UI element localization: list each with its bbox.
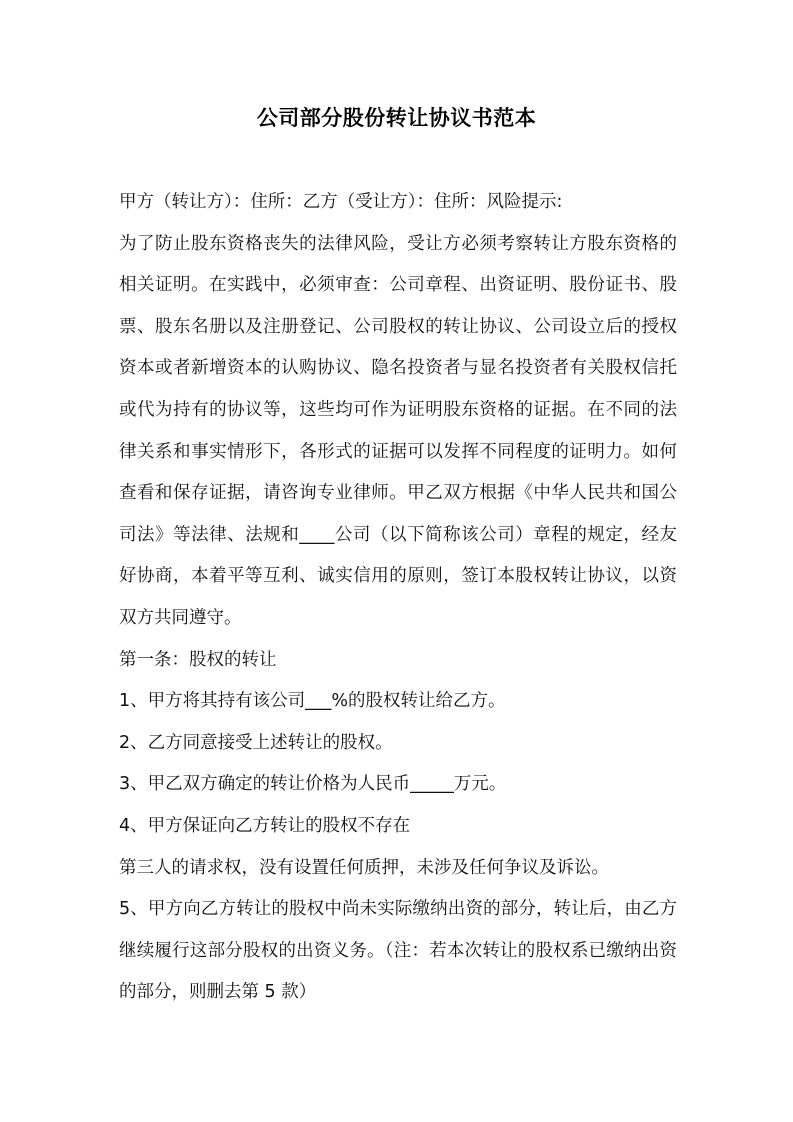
clause-1: 1、甲方将其持有该公司___%的股权转让给乙方。 [119,691,506,712]
clause-4-continuation: 第三人的请求权，没有设置任何质押，未涉及任何争议及诉讼。 [119,857,609,878]
risk-notice-paragraph: 为了防止股东资格丧失的法律风险，受让方必须考察转让方股东资格的相关证明。在实践中，必须审查：公司章程、出资证明、股份证书、股票、股东名册以及注册登记、公司股权的转让协议、公司设立后的授权资本或者新增资本的认购协议、隐名投资者与显名投资者有关股权信托或代为持有的协议等，这些均可作为证明股东资格的证据。在不同的法律关系和事实情形下，各形式的证据可以发挥不同程度的证明力。如何查看和保存证据，请咨询专业律师。甲乙双方根据《中华人民共和国公司法》等法律、法规和____公司（以下简称该公司）章程的规定，经友好协商，本着平等互利、诚实信用的原则，签订本股权转让协议，以资双方共同遵守。 [119,233,677,628]
article-one-heading: 第一条：股权的转让 [119,649,277,670]
document-body [119,182,677,1014]
clause-2: 2、乙方同意接受上述转让的股权。 [119,732,393,753]
clause-3: 3、甲乙双方确定的转让价格为人民币_____万元。 [119,774,507,795]
clause-4: 4、甲方保证向乙方转让的股权不存在 [119,815,411,836]
clause-5: 5、甲方向乙方转让的股权中尚未实际缴纳出资的部分，转让后，由乙方继续履行这部分股权的出资义务。（注：若本次转让的股权系已缴纳出资的部分，则删去第 5 款） [119,899,677,1003]
document-title: 公司部分股份转让协议书范本 [256,106,537,130]
parties-line: 甲方（转让方）：住所：乙方（受让方）：住所：风险提示: [119,192,563,212]
